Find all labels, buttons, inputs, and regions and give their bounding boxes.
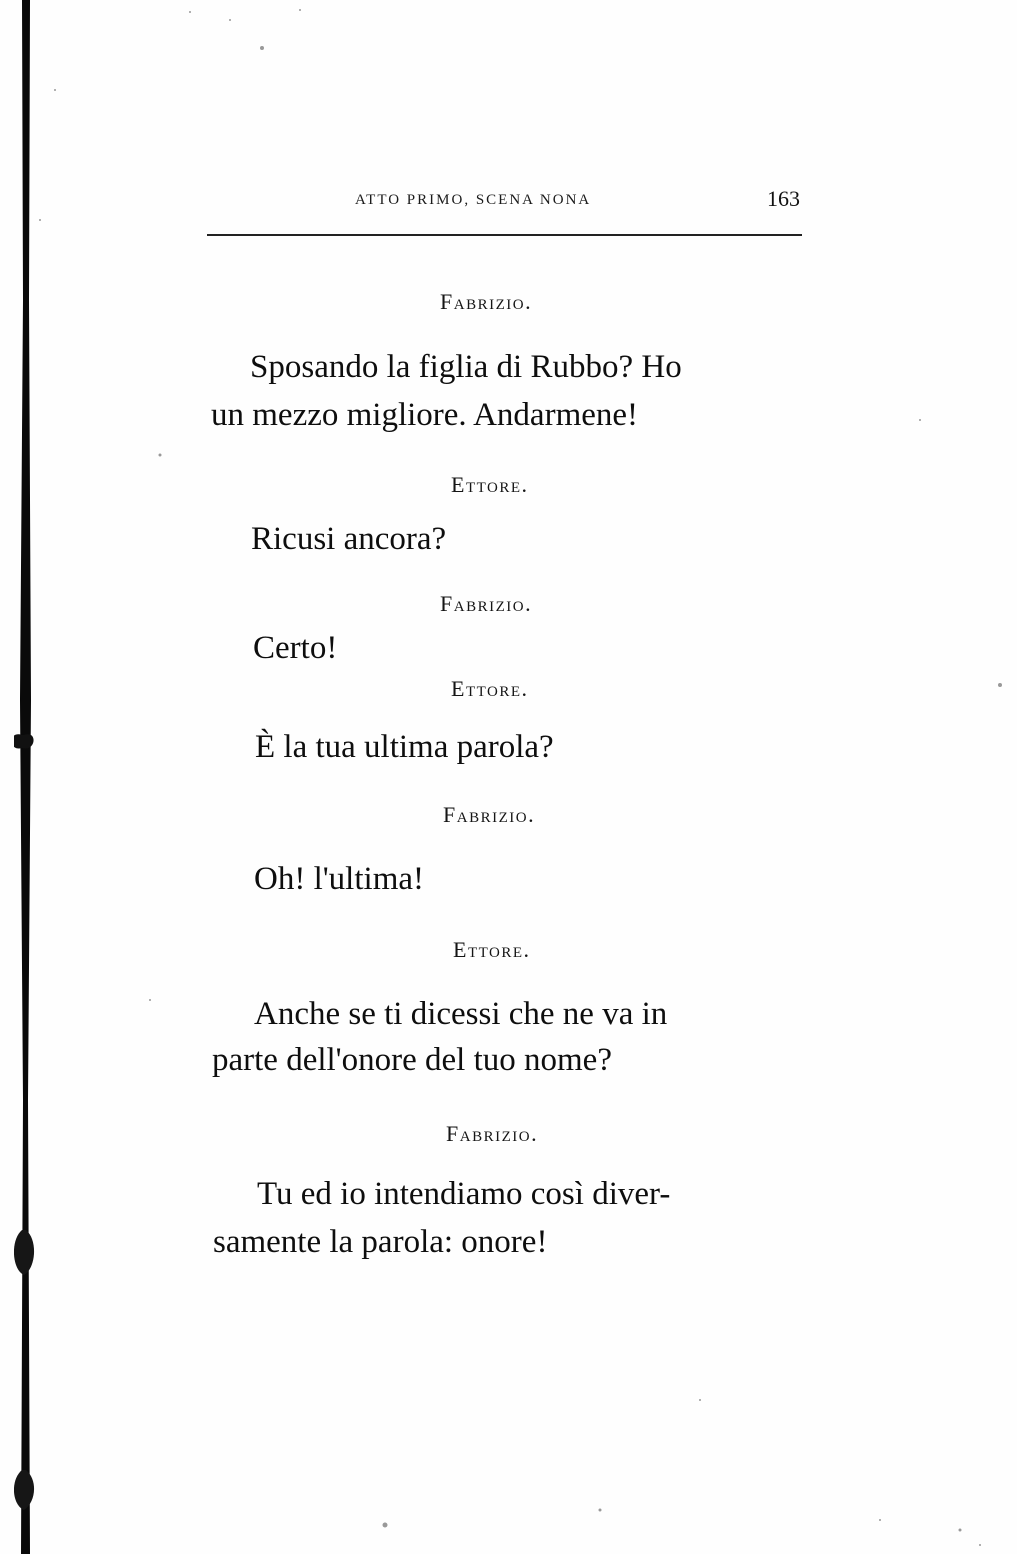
dialogue-line: samente la parola: onore! <box>213 1224 548 1260</box>
dialogue-line: un mezzo migliore. Andarmene! <box>211 397 639 433</box>
speaker-label: Ettore. <box>453 937 531 962</box>
dialogue-line: Ricusi ancora? <box>251 521 447 557</box>
dialogue-line <box>250 349 800 386</box>
speaker-label: Fabrizio. <box>446 1121 539 1146</box>
dialogue-line: Oh! l'ultima! <box>254 861 424 897</box>
speaker-label: Fabrizio. <box>443 802 536 827</box>
speaker-label: Ettore. <box>451 472 529 497</box>
running-title: ATTO PRIMO, SCENA NONA <box>355 192 592 208</box>
dialogue-line: parte dell'onore del tuo nome? <box>212 1042 612 1078</box>
line-text: Sposando la figlia di Rubbo? Ho <box>250 349 682 385</box>
dialogue-line: Tu ed io intendiamo così diver- <box>257 1176 671 1212</box>
line-text: Anche se ti dicessi che ne va in <box>254 996 668 1032</box>
dialogue-line: È la tua ultima parola? <box>255 729 554 765</box>
dialogue-line <box>254 996 802 1033</box>
running-head <box>207 186 802 238</box>
speaker-label: Ettore. <box>451 676 529 701</box>
header-rule <box>207 234 802 236</box>
speaker-label: Fabrizio. <box>440 591 533 616</box>
speaker-label: Fabrizio. <box>440 289 533 314</box>
dialogue-line: Certo! <box>253 630 338 666</box>
page-number: 163 <box>767 186 800 211</box>
